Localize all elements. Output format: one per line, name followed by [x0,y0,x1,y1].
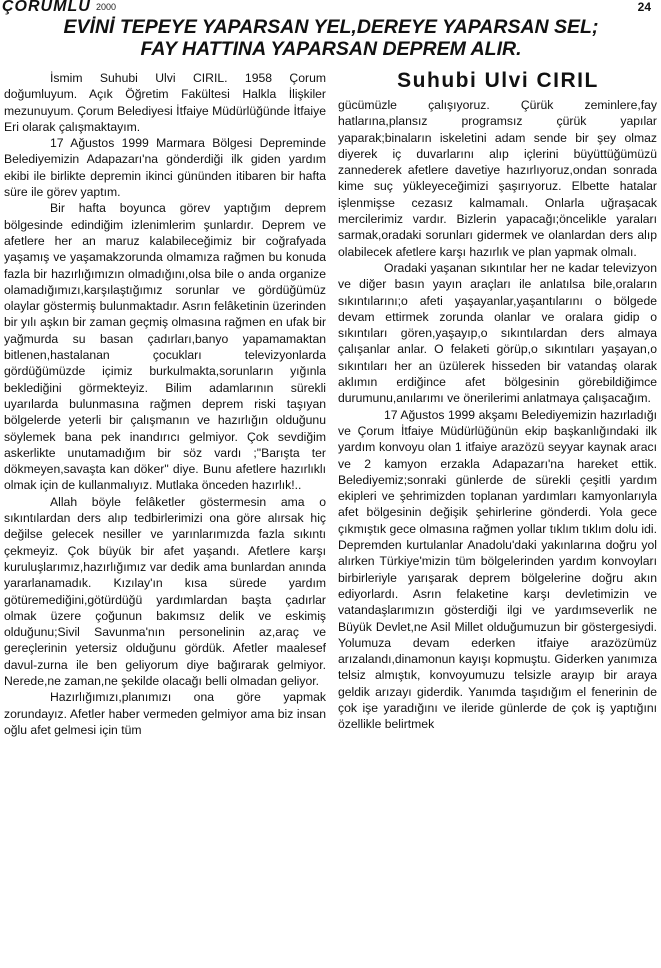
headline-line-1: EVİNİ TEPEYE YAPARSAN YEL,DEREYE YAPARSAN SEL; [63,16,599,38]
paragraph: 17 Ağustos 1999 Marmara Bölgesi Depreminde Belediyemizin Adapazarı'na gönderdiği ilk giden yardım ekibi ile birlikte depremin ikinci gününden itibaren bir hafta süre ile görev yaptım. [4,136,326,200]
paragraph: Oradaki yaşanan sıkıntılar her ne kadar televizyon ve diğer basın yayın araçları ile anlatılsa bile,oraların sıkıntılarını;o afeti yaşayanlar,yaşantılarını o bölgede devam ettirmek zorunda olanlar ve oralara gidip o sıkıntıları gören,yaşayıp,o sıkıntılardan ders almaya çalışanlar anlar. O felaketi görüp,o sıkıntıları yaşayan,o sıkıntıları her an üzülerek hisseden bir vatandaş olarak aklımın erdiğince afet bölgesinin görebildiğimce durumunu,anılarımı ve önerilerimi anlatmaya çalışacağım. [338,260,657,406]
page-number: 24 [637,0,651,14]
paragraph: gücümüzle çalışıyoruz. Çürük zeminlere,fay hatlarına,plansız programsız çürük yapılar yaparak;binaların iskeletini adam sende bir şey olmaz diyerek iç duvarlarını alıp içlerini büyüttüğümüzü zannederek afetlere davetiye hazırlıyoruz,ondan sonrada kime suç yükleyeceğimizi şaşırıyoruz. Elbette hatalar işlenmişse cezasız kalmamalı. Onlarla uğraşacak mercilerimiz vardır. Bizlerin yapacağı;öncelikle yaraları sarmak,oradaki sorunları gidermek ve olanlardan ders alıp olabilecek afetlere karşı hazırlık ve plan yapmak olmalı. [338,98,657,259]
paragraph: Bir hafta boyunca görev yaptığım deprem bölgesinde edindiğim izlenimlerim şunlardır. Deprem ve afetlere her an maruz kalabileceğimiz bir coğrafyada yaşamış ve yaşamakzorunda olmamıza rağmen bu konuda fazla bir hazırlığımızın olmadığını,olsa bile o anda organize olamadığımızı,karşılaştığımız sorunlar ve gördüğümüz olaylar göstermiş bulunmaktadır. Asrın felâketinin üzerinden bir yılı aşkın bir zaman geçmiş olmasına rağmen en ufak bir yağmurda su basan çadırları,banyo yapamamaktan bitlenen,hastalanan çocukları televizyonlarda gördüğümüzde içimiz burkulmakta,sorunların yığınla beklediğini görmekteyiz. Bilim adamlarının sürekli uyarılarda bulunmasına rağmen deprem riski taşıyan bölgelerde yeterli bir çalışmanın ve hazırlığın olduğunu söylemek bana pek inandırıcı gelmiyor. Çok sevdiğim askerlikte unutamadığım bir söz vardı ;"Barışta ter dökmeyen,savaşta kan döker" diye. Bunu afetlere hazırlıklı olmak için de kullanmalıyız. Mutlaka önceden hazırlık!.. [4,201,326,493]
right-column [338,97,657,968]
headline-line-2: FAY HATTINA YAPARSAN DEPREM ALIR. [140,38,522,60]
paragraph: Hazırlığımızı,planımızı ona göre yapmak zorundayız. Afetler haber vermeden gelmiyor ama biz insan oğlu afet gelmesi için tüm [4,690,326,737]
author-name: Suhubi Ulvi CIRIL [397,69,599,92]
newspaper-logo: ÇORUMLU [2,0,91,15]
page-header [0,0,661,16]
paragraph: İsmim Suhubi Ulvi CIRIL. 1958 Çorum doğumluyum. Açık Öğretim Fakültesi Halkla İlişkiler mezunuyum. Çorum Belediyesi İtfaiye Müdürlüğünde İtfaiye Eri olarak çalışmaktayım. [4,71,326,134]
left-column [4,70,326,968]
year-label: 2000 [96,2,117,12]
headline [6,16,656,60]
paragraph: 17 Ağustos 1999 akşamı Belediyemizin hazırladığı ve Çorum İtfaiye Müdürlüğünün ekip başkanlığındaki ilk yardım konvoyu olan 1 itfaiye arazözü seyyar kaynak aracı ve 2 kamyon erzakla Adapazarı'na hareket ettik. Belediyemiz;sonraki günlerde de sürekli çeşitli yardım ekipleri ve şehrimizden toplanan yardımları kamyonlarıyla afet bölgesinin değişik şehirlerine gönderdi. Yola gece çıkmıştık gece olmasına rağmen yollar tıklım tıklım dolu idi. Depremden kurtulanlar Anadolu'daki yakınlarına doğru yol alırken Türkiye'mizin tüm bölgelerinden yardım konvoyları birbirleriyle yarışarak deprem bölgelerine doğru akın ediyorlardı. Asrın felaketine karşı devletimizin ve vatandaşlarımızın gösterdiği ilgi ve yardımseverlik ne Büyük Devlet,ne Asil Millet olduğumuzun bir göstergesiydi. Yolumuza devam ederken itfaiye arazözümüz arızalandı,dinamonun kayışı kopmuştu. Giderken yanımıza telsiz almıştık, konvoyumuzu telsizle arayıp bir araya geldik arızayı giderdik. Yanımda taşıdığım el fenerinin de çok işe yaradığını ve ileride günlerde de çok iş yaptığını özellikle belirtmek [338,407,657,732]
paragraph: Allah böyle felâketler göstermesin ama o sıkıntılardan ders alıp tedbirlerimizi ona göre alırsak hiç değilse gelecek nesiller ve yarınlarımızda fazla sıkıntı çekmeyiz. Çok büyük bir afet yaşandı. Afetlere karşı kuruluşlarımız,hazırlığımız var dedik ama bunlardan anında yararlanamadık. Kızılay'ın kısa sürede yardım götüremediğini,götürdüğü yardımlardan başta çadırlar olmak üzere çoğunun bakımsız delik ve eskimiş olduğunu;Sivil Savunma'nın personelinin az,araç ve gereçlerinin yetersiz olduğunu gördük. Afetler maalesef davul-zurna ile ben geliyorum diye bağırarak gelmiyor. Nerede,ne zaman,ne şekilde olacağı belli olmadan geliyor. [4,494,326,688]
